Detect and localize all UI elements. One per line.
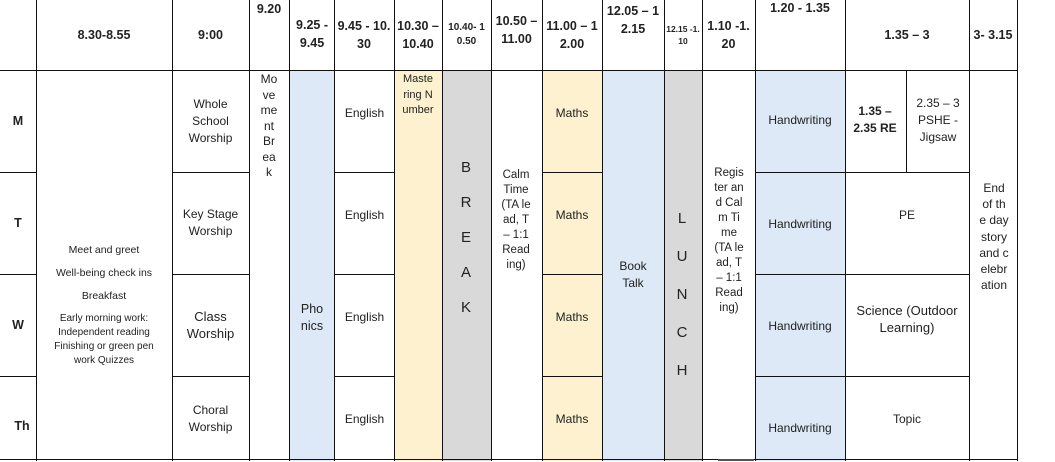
grid-line <box>0 376 36 377</box>
header-time-12: 1.10 -1.20 <box>707 19 750 51</box>
worship-wednesday: Class Worship <box>186 309 235 341</box>
register-calm-time: Register and Calm Time (TA lead, T – 1:1 Reading) <box>714 167 744 314</box>
mastering-number: Mastering Number <box>402 73 434 116</box>
grid-line <box>334 274 394 275</box>
header-time-7: 10.40- 10.50 <box>448 22 485 47</box>
wednesday-science: Science (Outdoor Learning) <box>856 303 958 335</box>
grid-line <box>172 274 249 275</box>
header-time-11: 12.15 -1.10 <box>666 24 700 46</box>
english-wednesday: English <box>344 309 385 324</box>
header-time-8: 10.50 – 11.00 <box>495 14 538 46</box>
handwriting-monday: Handwriting <box>768 112 832 127</box>
grid-line <box>334 172 394 173</box>
calm-time-morning: Calm Time (TA lead, T – 1:1 Reading) <box>501 169 531 271</box>
grid-line <box>755 274 969 275</box>
morning-routine <box>38 70 170 461</box>
phonics: Phonics <box>300 302 324 333</box>
grid-line <box>0 459 1018 460</box>
day-monday: M <box>12 113 24 128</box>
tuesday-pe: PE <box>898 207 915 222</box>
grid-line <box>906 70 907 172</box>
header-time-1: 8.30-8.55 <box>77 28 131 42</box>
grid-line <box>334 376 394 377</box>
grid-line <box>542 376 602 377</box>
day-wednesday: W <box>12 317 24 332</box>
handwriting-thursday: Handwriting <box>768 420 832 435</box>
wellbeing-check: Well-being check ins <box>55 267 153 279</box>
day-tuesday: T <box>14 215 22 230</box>
early-morning-work: Early morning work: Independent reading Finishing or green pen work Quizzes <box>54 313 154 366</box>
header-time-10: 12.05 – 12.15 <box>606 4 660 36</box>
maths-thursday: Maths <box>555 411 589 426</box>
header-time-4: 9.25 - 9.45 <box>296 18 328 50</box>
grid-line <box>172 376 249 377</box>
english-tuesday: English <box>344 207 385 222</box>
monday-re: 1.35 – 2.35 RE <box>853 104 897 135</box>
monday-pshe: 2.35 – 3 PSHE - Jigsaw <box>916 95 960 144</box>
grid-line <box>172 172 249 173</box>
grid-line <box>542 172 602 173</box>
header-time-3: 9.20 <box>256 2 282 16</box>
book-talk: Book Talk <box>619 259 647 290</box>
header-time-13: 1.20 - 1.35 <box>770 1 830 15</box>
break-label: BREAK <box>460 159 472 316</box>
maths-wednesday: Maths <box>555 309 589 324</box>
lunch-label: LUNCH <box>676 210 688 379</box>
worship-tuesday: Key Stage Worship <box>182 207 239 238</box>
worship-monday: Whole School Worship <box>188 96 233 145</box>
grid-line <box>755 172 969 173</box>
thursday-topic: Topic <box>892 411 921 426</box>
header-time-5: 9.45 - 10.30 <box>337 19 391 51</box>
english-thursday: English <box>344 411 385 426</box>
phonics-column <box>289 70 334 461</box>
header-time-6: 10.30 – 10.40 <box>397 19 439 51</box>
grid-line <box>0 274 36 275</box>
worship-thursday: Choral Worship <box>188 402 233 434</box>
english-monday: English <box>344 105 385 120</box>
movement-break: Movement Break <box>260 72 278 179</box>
header-time-14: 1.35 – 3 <box>884 28 930 42</box>
maths-monday: Maths <box>555 105 589 120</box>
breakfast: Breakfast <box>81 290 127 302</box>
grid-line <box>0 172 36 173</box>
grid-line <box>0 70 1018 71</box>
handwriting-wednesday: Handwriting <box>768 318 832 333</box>
handwriting-tuesday: Handwriting <box>768 216 832 231</box>
header-time-9: 11.00 – 12.00 <box>546 19 598 51</box>
grid-line <box>542 274 602 275</box>
day-thursday: Th <box>14 418 30 433</box>
meet-and-greet: Meet and greet <box>68 244 140 256</box>
grid-line <box>755 376 969 377</box>
header-time-2: 9:00 <box>197 28 224 42</box>
header-time-15: 3- 3.15 <box>973 28 1013 42</box>
end-of-day-story: End of the day story and celebration <box>979 181 1009 293</box>
maths-tuesday: Maths <box>555 207 589 222</box>
